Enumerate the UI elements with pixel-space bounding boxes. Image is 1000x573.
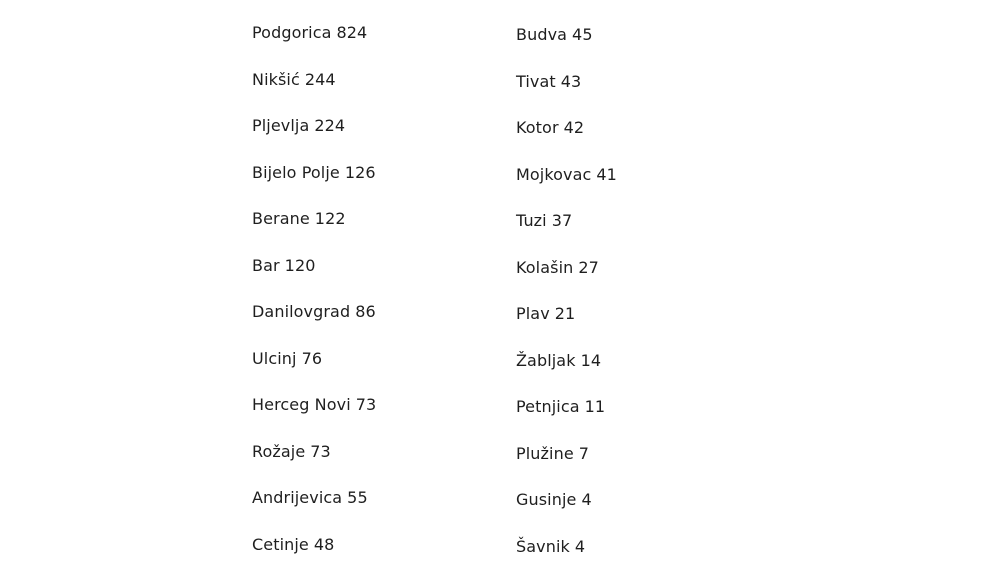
municipality-name: Kotor <box>516 118 559 137</box>
municipality-count: 11 <box>584 397 606 416</box>
municipality-name: Petnjica <box>516 397 580 416</box>
municipality-count: 120 <box>284 256 316 275</box>
municipality-name: Mojkovac <box>516 165 592 184</box>
municipality-entry <box>252 161 376 185</box>
municipality-count: 86 <box>355 302 376 321</box>
municipality-entry <box>252 21 367 45</box>
municipality-name: Tivat <box>516 72 556 91</box>
municipality-entry <box>516 349 601 373</box>
municipality-entry <box>252 254 316 278</box>
municipality-name: Andrijevica <box>252 488 343 507</box>
municipality-entry <box>252 300 376 324</box>
municipality-entry <box>516 302 575 326</box>
municipality-count: 824 <box>336 23 368 42</box>
municipality-entry <box>516 488 592 512</box>
municipality-name: Cetinje <box>252 535 309 554</box>
municipality-entry <box>252 533 334 557</box>
municipality-list-left <box>252 0 492 573</box>
municipality-count: 21 <box>554 304 576 323</box>
municipality-entry <box>516 209 572 233</box>
municipality-count: 4 <box>574 537 586 556</box>
municipality-name: Rožaje <box>252 442 306 461</box>
municipality-name: Pljevlja <box>252 116 310 135</box>
municipality-entry <box>516 70 581 94</box>
municipality-entry <box>252 393 376 417</box>
municipality-count: 126 <box>344 163 376 182</box>
municipality-count: 73 <box>310 442 331 461</box>
municipality-name: Nikšić <box>252 70 300 89</box>
municipality-count: 76 <box>301 349 323 368</box>
municipality-name: Bar <box>252 256 280 275</box>
municipality-count: 41 <box>596 165 617 184</box>
municipality-count: 55 <box>347 488 368 507</box>
municipality-entry <box>252 207 346 231</box>
municipality-name: Danilovgrad <box>252 302 351 321</box>
municipality-count: 73 <box>355 395 377 414</box>
municipality-name: Herceg Novi <box>252 395 351 414</box>
municipality-count: 14 <box>580 351 602 370</box>
municipality-name: Bijelo Polje <box>252 163 340 182</box>
municipality-entry <box>252 440 331 464</box>
municipality-entry <box>516 535 585 559</box>
municipality-name: Ulcinj <box>252 349 297 368</box>
municipality-entry <box>252 114 345 138</box>
municipality-name: Berane <box>252 209 310 228</box>
municipality-entry <box>252 347 322 371</box>
municipality-entry <box>516 395 605 419</box>
municipality-name: Plav <box>516 304 550 323</box>
municipality-count: 4 <box>581 490 592 509</box>
municipality-name: Šavnik <box>516 537 570 556</box>
municipality-name: Gusinje <box>516 490 577 509</box>
municipality-entry <box>252 68 336 92</box>
municipality-count: 27 <box>578 258 599 277</box>
municipality-count: 37 <box>551 211 573 230</box>
municipality-count: 45 <box>572 25 593 44</box>
municipality-count: 7 <box>578 444 590 463</box>
municipality-name: Podgorica <box>252 23 332 42</box>
municipality-name: Budva <box>516 25 568 44</box>
municipality-list-right <box>516 0 756 573</box>
municipality-entry <box>516 163 617 187</box>
municipality-entry <box>516 442 589 466</box>
municipality-name: Kolašin <box>516 258 574 277</box>
municipality-entry <box>516 256 599 280</box>
municipality-count: 244 <box>304 70 336 89</box>
municipality-count: 48 <box>313 535 335 554</box>
municipality-count: 122 <box>314 209 346 228</box>
municipality-count: 43 <box>560 72 582 91</box>
municipality-entry <box>252 486 368 510</box>
municipality-count: 224 <box>314 116 346 135</box>
municipality-name: Plužine <box>516 444 574 463</box>
municipality-count: 42 <box>563 118 585 137</box>
municipality-name: Tuzi <box>516 211 547 230</box>
municipality-entry <box>516 23 593 47</box>
municipality-entry <box>516 116 584 140</box>
municipality-name: Žabljak <box>516 351 576 370</box>
